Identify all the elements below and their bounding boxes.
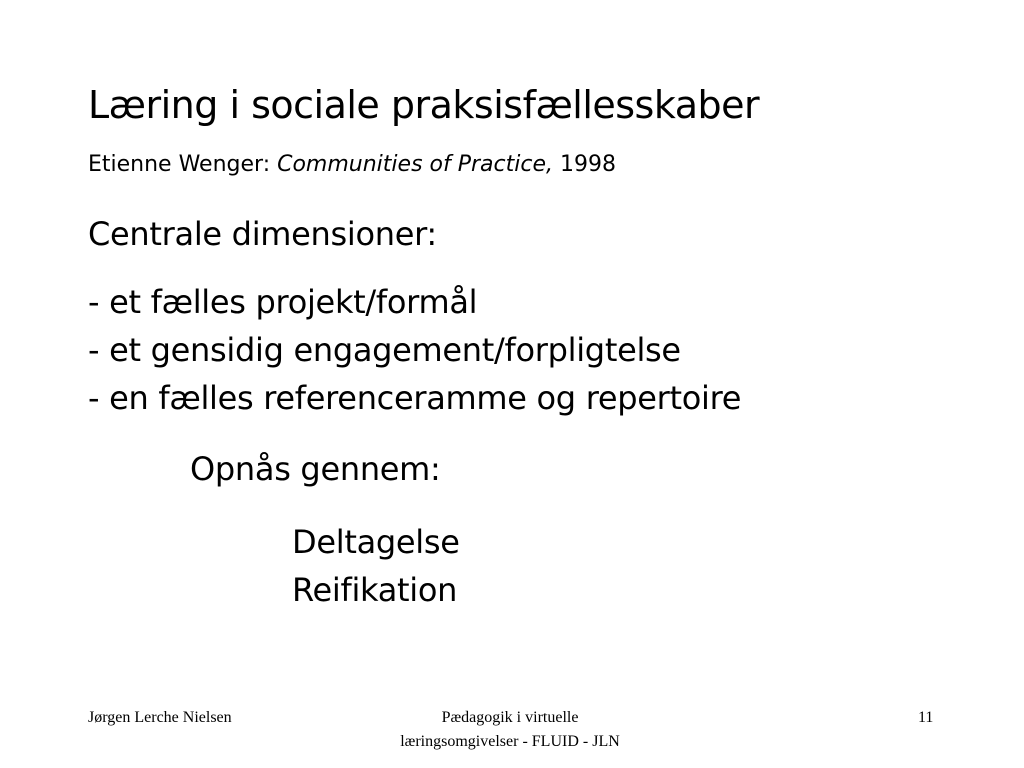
methods-list: [292, 518, 460, 614]
footer-course-line: Pædagogik i virtuelle: [441, 709, 579, 726]
footer-author: Jørgen Lerche Nielsen: [88, 709, 232, 726]
dimensions-heading: Centrale dimensioner:: [88, 215, 437, 253]
citation: [88, 150, 616, 180]
footer-course-line: læringsomgivelser - FLUID - JLN: [400, 733, 620, 750]
slide-title: Læring i sociale praksisfællesskaber: [88, 83, 760, 127]
page-number: 11: [918, 709, 934, 726]
citation-year: 1998: [552, 152, 616, 177]
dimension-item: - et fælles projekt/formål: [88, 283, 478, 321]
citation-work: Communities of Practice,: [277, 152, 553, 177]
footer-course: [360, 706, 660, 754]
achieved-through-label: Opnås gennem:: [190, 450, 441, 488]
method-item: Reifikation: [292, 571, 458, 609]
dimension-item: - en fælles referenceramme og repertoire: [88, 379, 742, 417]
dimension-item: - et gensidig engagement/forpligtelse: [88, 331, 681, 369]
method-item: Deltagelse: [292, 523, 460, 561]
dimensions-list: [88, 278, 741, 422]
citation-author: Etienne Wenger:: [88, 152, 278, 177]
